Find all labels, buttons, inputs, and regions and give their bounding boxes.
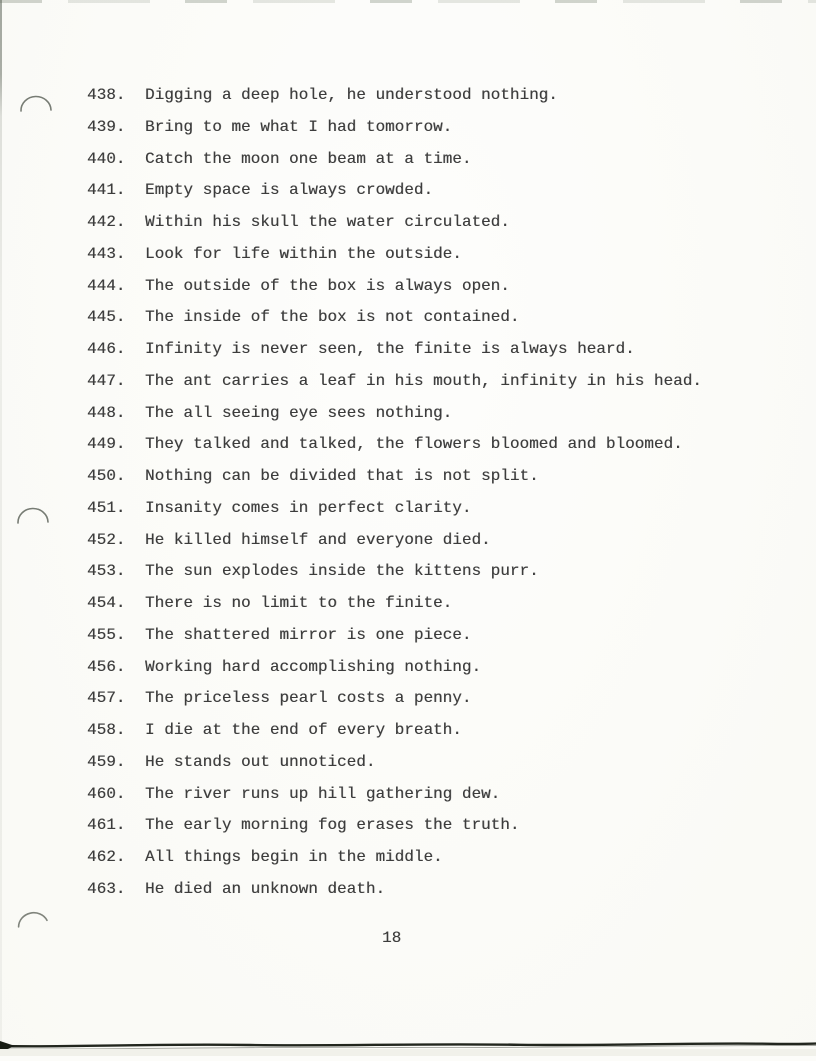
item-number: 455. xyxy=(87,625,126,644)
item-number: 461. xyxy=(87,816,126,835)
item-text: The outside of the box is always open. xyxy=(145,276,510,295)
list-item xyxy=(87,429,787,461)
item-number: 440. xyxy=(87,149,126,168)
item-number: 460. xyxy=(87,784,126,803)
list-item xyxy=(87,112,787,144)
list-item xyxy=(87,271,787,303)
item-number: 454. xyxy=(87,594,126,612)
list-item xyxy=(87,144,787,176)
list-item xyxy=(87,842,787,874)
item-number: 439. xyxy=(87,117,126,136)
item-number: 463. xyxy=(87,879,126,898)
list-item xyxy=(87,556,787,588)
list-item xyxy=(87,239,787,271)
item-text: Within his skull the water circulated. xyxy=(145,213,510,231)
item-number: 447. xyxy=(87,371,126,390)
list-item xyxy=(87,493,787,525)
list-item xyxy=(87,588,787,620)
item-number: 457. xyxy=(87,689,126,708)
list-item xyxy=(87,525,787,557)
item-text: The sun explodes inside the kittens purr. xyxy=(145,562,539,581)
item-text: Infinity is never seen, the finite is always heard. xyxy=(145,340,635,358)
list-item xyxy=(87,334,787,366)
item-text: They talked and talked, the flowers bloomed and bloomed. xyxy=(145,435,683,454)
list-item xyxy=(87,652,787,684)
list-item xyxy=(87,779,787,811)
list-item xyxy=(87,810,787,842)
list-item xyxy=(87,207,787,239)
item-text: Bring to me what I had tomorrow. xyxy=(145,117,453,136)
list-item xyxy=(87,398,787,430)
item-text: He stands out unnoticed. xyxy=(145,752,376,771)
page-number: 18 xyxy=(382,929,402,947)
item-text: I die at the end of every breath. xyxy=(145,721,462,739)
list-item xyxy=(87,302,787,334)
list-item xyxy=(87,175,787,207)
item-text: He died an unknown death. xyxy=(145,879,386,898)
item-number: 458. xyxy=(87,721,126,739)
list-item xyxy=(87,80,787,112)
item-text: The early morning fog erases the truth. xyxy=(145,816,520,835)
item-number: 448. xyxy=(87,403,126,422)
scanner-edge-artifact-bottom-strip xyxy=(0,1049,816,1056)
item-text: Working hard accomplishing nothing. xyxy=(145,657,482,676)
item-text: He killed himself and everyone died. xyxy=(145,530,491,549)
item-number: 441. xyxy=(87,181,126,200)
item-number: 456. xyxy=(87,657,126,676)
item-text: Nothing can be divided that is not split. xyxy=(145,467,539,485)
item-number: 451. xyxy=(87,498,126,517)
item-text: The river runs up hill gathering dew. xyxy=(145,784,501,803)
list-item xyxy=(87,461,787,493)
item-number: 443. xyxy=(87,244,126,263)
item-text: All things begin in the middle. xyxy=(145,848,443,866)
item-text: Digging a deep hole, he understood nothing. xyxy=(145,86,558,104)
item-number: 444. xyxy=(87,276,126,295)
list-item xyxy=(87,715,787,747)
hole-punch-mark xyxy=(17,85,57,115)
list-item xyxy=(87,874,787,906)
hole-punch-mark xyxy=(15,496,55,526)
item-text: The priceless pearl costs a penny. xyxy=(145,689,472,708)
item-number: 459. xyxy=(87,752,126,771)
list-item xyxy=(87,620,787,652)
scanner-edge-artifact-top xyxy=(0,0,816,3)
item-text: Insanity comes in perfect clarity. xyxy=(145,498,472,517)
item-text: The inside of the box is not contained. xyxy=(145,308,520,327)
item-number: 450. xyxy=(87,467,126,485)
item-number: 449. xyxy=(87,435,126,454)
item-number: 453. xyxy=(87,562,126,581)
hole-punch-mark xyxy=(11,896,54,931)
list-item xyxy=(87,747,787,779)
item-number: 452. xyxy=(87,530,126,549)
item-text: There is no limit to the finite. xyxy=(145,594,453,612)
item-text: The shattered mirror is one piece. xyxy=(145,625,472,644)
item-number: 462. xyxy=(87,848,126,866)
item-text: Empty space is always crowded. xyxy=(145,181,434,200)
scanner-edge-artifact-left xyxy=(0,0,2,1056)
item-text: The all seeing eye sees nothing. xyxy=(145,403,453,422)
item-number: 446. xyxy=(87,340,126,358)
list-item xyxy=(87,366,787,398)
item-text: The ant carries a leaf in his mouth, infinity in his head. xyxy=(145,371,702,390)
item-number: 445. xyxy=(87,308,126,327)
item-text: Look for life within the outside. xyxy=(145,244,462,263)
list-item xyxy=(87,683,787,715)
aphorism-list xyxy=(87,80,787,906)
item-number: 442. xyxy=(87,213,126,231)
item-number: 438. xyxy=(87,86,126,104)
item-text: Catch the moon one beam at a time. xyxy=(145,149,472,168)
